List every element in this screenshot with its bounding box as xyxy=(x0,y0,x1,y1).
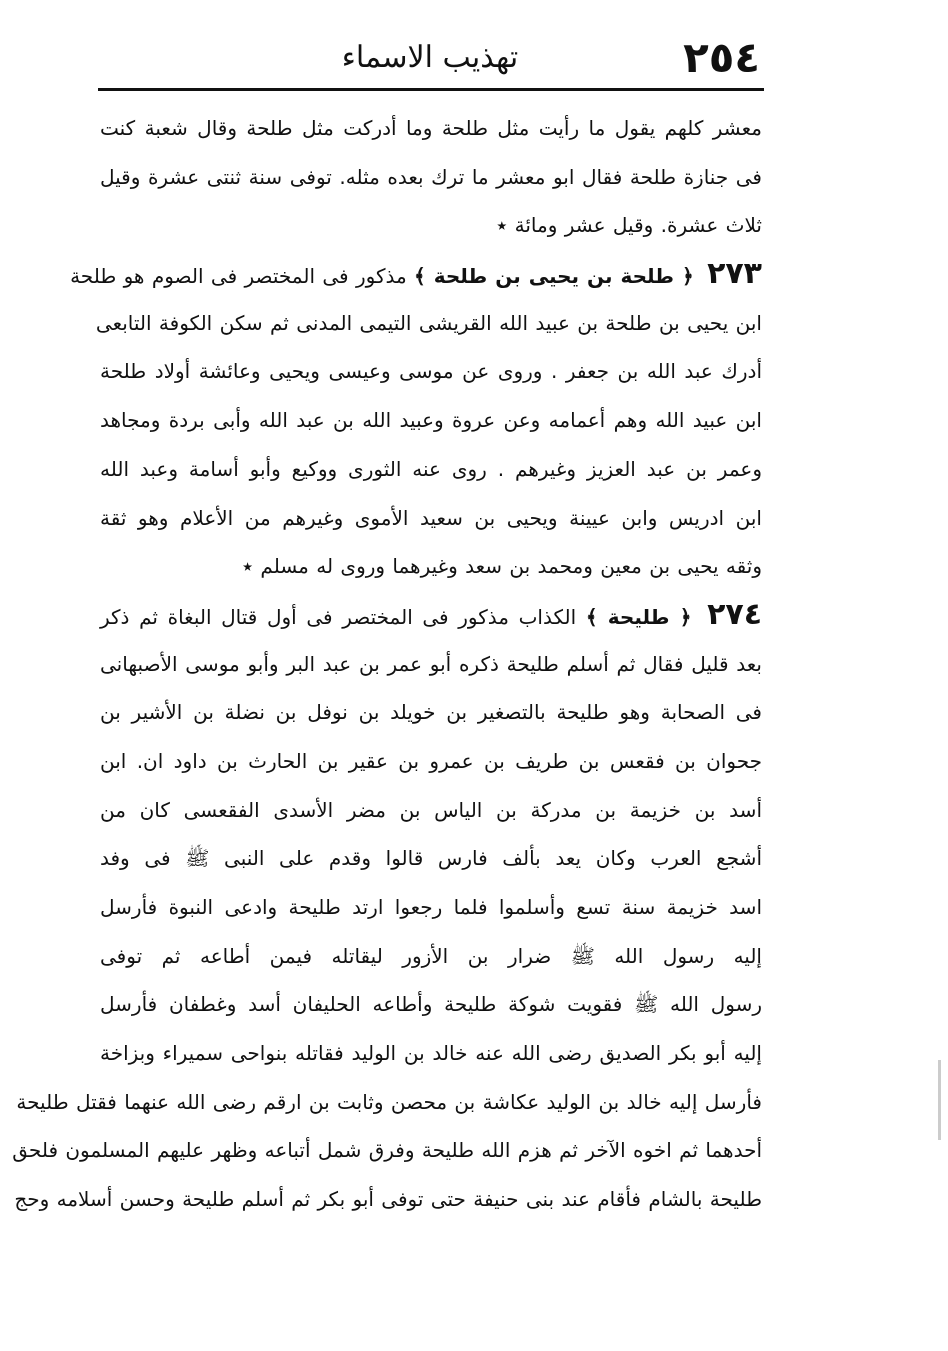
entry-name: ﴿ طلحة بن يحيى بن طلحة ﴾ xyxy=(414,264,694,289)
text-line: بعد قليل فقال ثم أسلم طليحة ذكره أبو عمر بن عبد البر وأبو موسى الأصبهانى xyxy=(100,651,762,676)
entry-274-heading-line xyxy=(100,591,762,640)
entry-name: ﴿ طليحة ﴾ xyxy=(585,604,692,629)
text-line: طليحة بالشام فأقام عند بنى حنيفة حتى توفى أبو بكر ثم أسلم طليحة وحسن أسلامه وحج xyxy=(14,1187,762,1212)
text-line: ثلاث عشرة. وقيل عشر ومائة ٭ xyxy=(496,213,762,238)
running-title: تهذيب الاسماء xyxy=(341,40,519,75)
text-line: إليه أبو بكر الصديق رضى الله عنه خالد بن الوليد فقاتله بنواحى سميراء وبزاخة xyxy=(100,1041,762,1066)
scan-edge-mark xyxy=(938,1060,941,1140)
page-header xyxy=(100,30,760,85)
entry-number: ٢٧٣ xyxy=(707,256,762,292)
text-line: وعمر بن عبد العزيز وغيرهم . روى عنه الثورى ووكيع وأبو أسامة وعبد الله xyxy=(100,456,762,481)
page-number: ٢٥٤ xyxy=(683,33,760,82)
text-line: فى الصحابة وهو طليحة بالتصغير بن خويلد بن نوفل بن نضلة بن الأشير بن xyxy=(100,700,762,725)
entry-heading-text: الكذاب مذكور فى المختصر فى أول قتال البغاة ثم ذكر xyxy=(100,604,577,629)
page-text xyxy=(12,104,763,1224)
text-line: إليه رسول الله ﷺ ضرار بن الأزور ليقاتله فيمن أطاعه ثم توفى xyxy=(100,943,762,968)
text-line: اسد خزيمة سنة تسع وأسلموا فلما رجعوا ارتد طليحة وادعى النبوة فأرسل xyxy=(100,895,762,919)
entry-heading-text: مذكور فى المختصر فى الصوم هو طلحة xyxy=(70,264,407,289)
text-line: معشر كلهم يقول ما رأيت مثل طلحة وما أدركت مثل طلحة وقال شعبة كنت xyxy=(100,116,762,140)
text-line: جحوان بن فقعس بن طريف بن عمرو بن عقير بن الحارث بن داود ان. ابن xyxy=(100,748,762,773)
header-divider xyxy=(98,88,764,91)
text-line: وثقه يحيى بن معين ومحمد بن سعد وغيرهما وروى له مسلم ٭ xyxy=(242,554,762,579)
text-line: فى جنازة طلحة فقال ابو معشر ما ترك بعده مثله. توفى سنة ثنتى عشرة وقيل xyxy=(100,164,762,189)
text-line: رسول الله ﷺ فقويت شوكة طليحة وأطاعه الحليفان أسد وغطفان فأرسل xyxy=(100,992,762,1017)
entry-number: ٢٧٤ xyxy=(707,596,763,632)
text-line: ابن ادريس وابن عيينة ويحيى بن سعيد الأموى وغيرهم من الأعلام وهو ثقة xyxy=(100,505,762,530)
text-line: أشجع العرب وكان يعد بألف فارس قالوا وقدم على النبى ﷺ فى وفد xyxy=(100,846,762,871)
text-line: أسد بن خزيمة بن مدركة بن الياس بن مضر الأسدى الفقعسى كان من xyxy=(100,797,762,822)
text-line: ابن يحيى بن طلحة بن عبيد الله القريشى التيمى المدنى ثم سكن الكوفة التابعى xyxy=(95,310,762,335)
entry-273-heading-line xyxy=(70,250,762,299)
text-line: ابن عبيد الله وهم أعمامه وعن عروة وعبيد الله بن عبد الله وأبى بردة ومجاهد xyxy=(100,408,762,433)
text-line: فأرسل إليه خالد بن الوليد عكاشة بن محصن وثابت بن ارقم رضى الله عنهما فقتل طليحة xyxy=(16,1089,762,1114)
text-line: أدرك عبد الله بن جعفر . وروى عن موسى وعيسى ويحيى وعائشة أولاد طلحة xyxy=(100,359,762,384)
text-line: أحدهما ثم اخوه الآخر ثم هزم الله طليحة وفرق شمل أتباعه وظهر عليهم المسلمون فلحق xyxy=(12,1138,762,1163)
